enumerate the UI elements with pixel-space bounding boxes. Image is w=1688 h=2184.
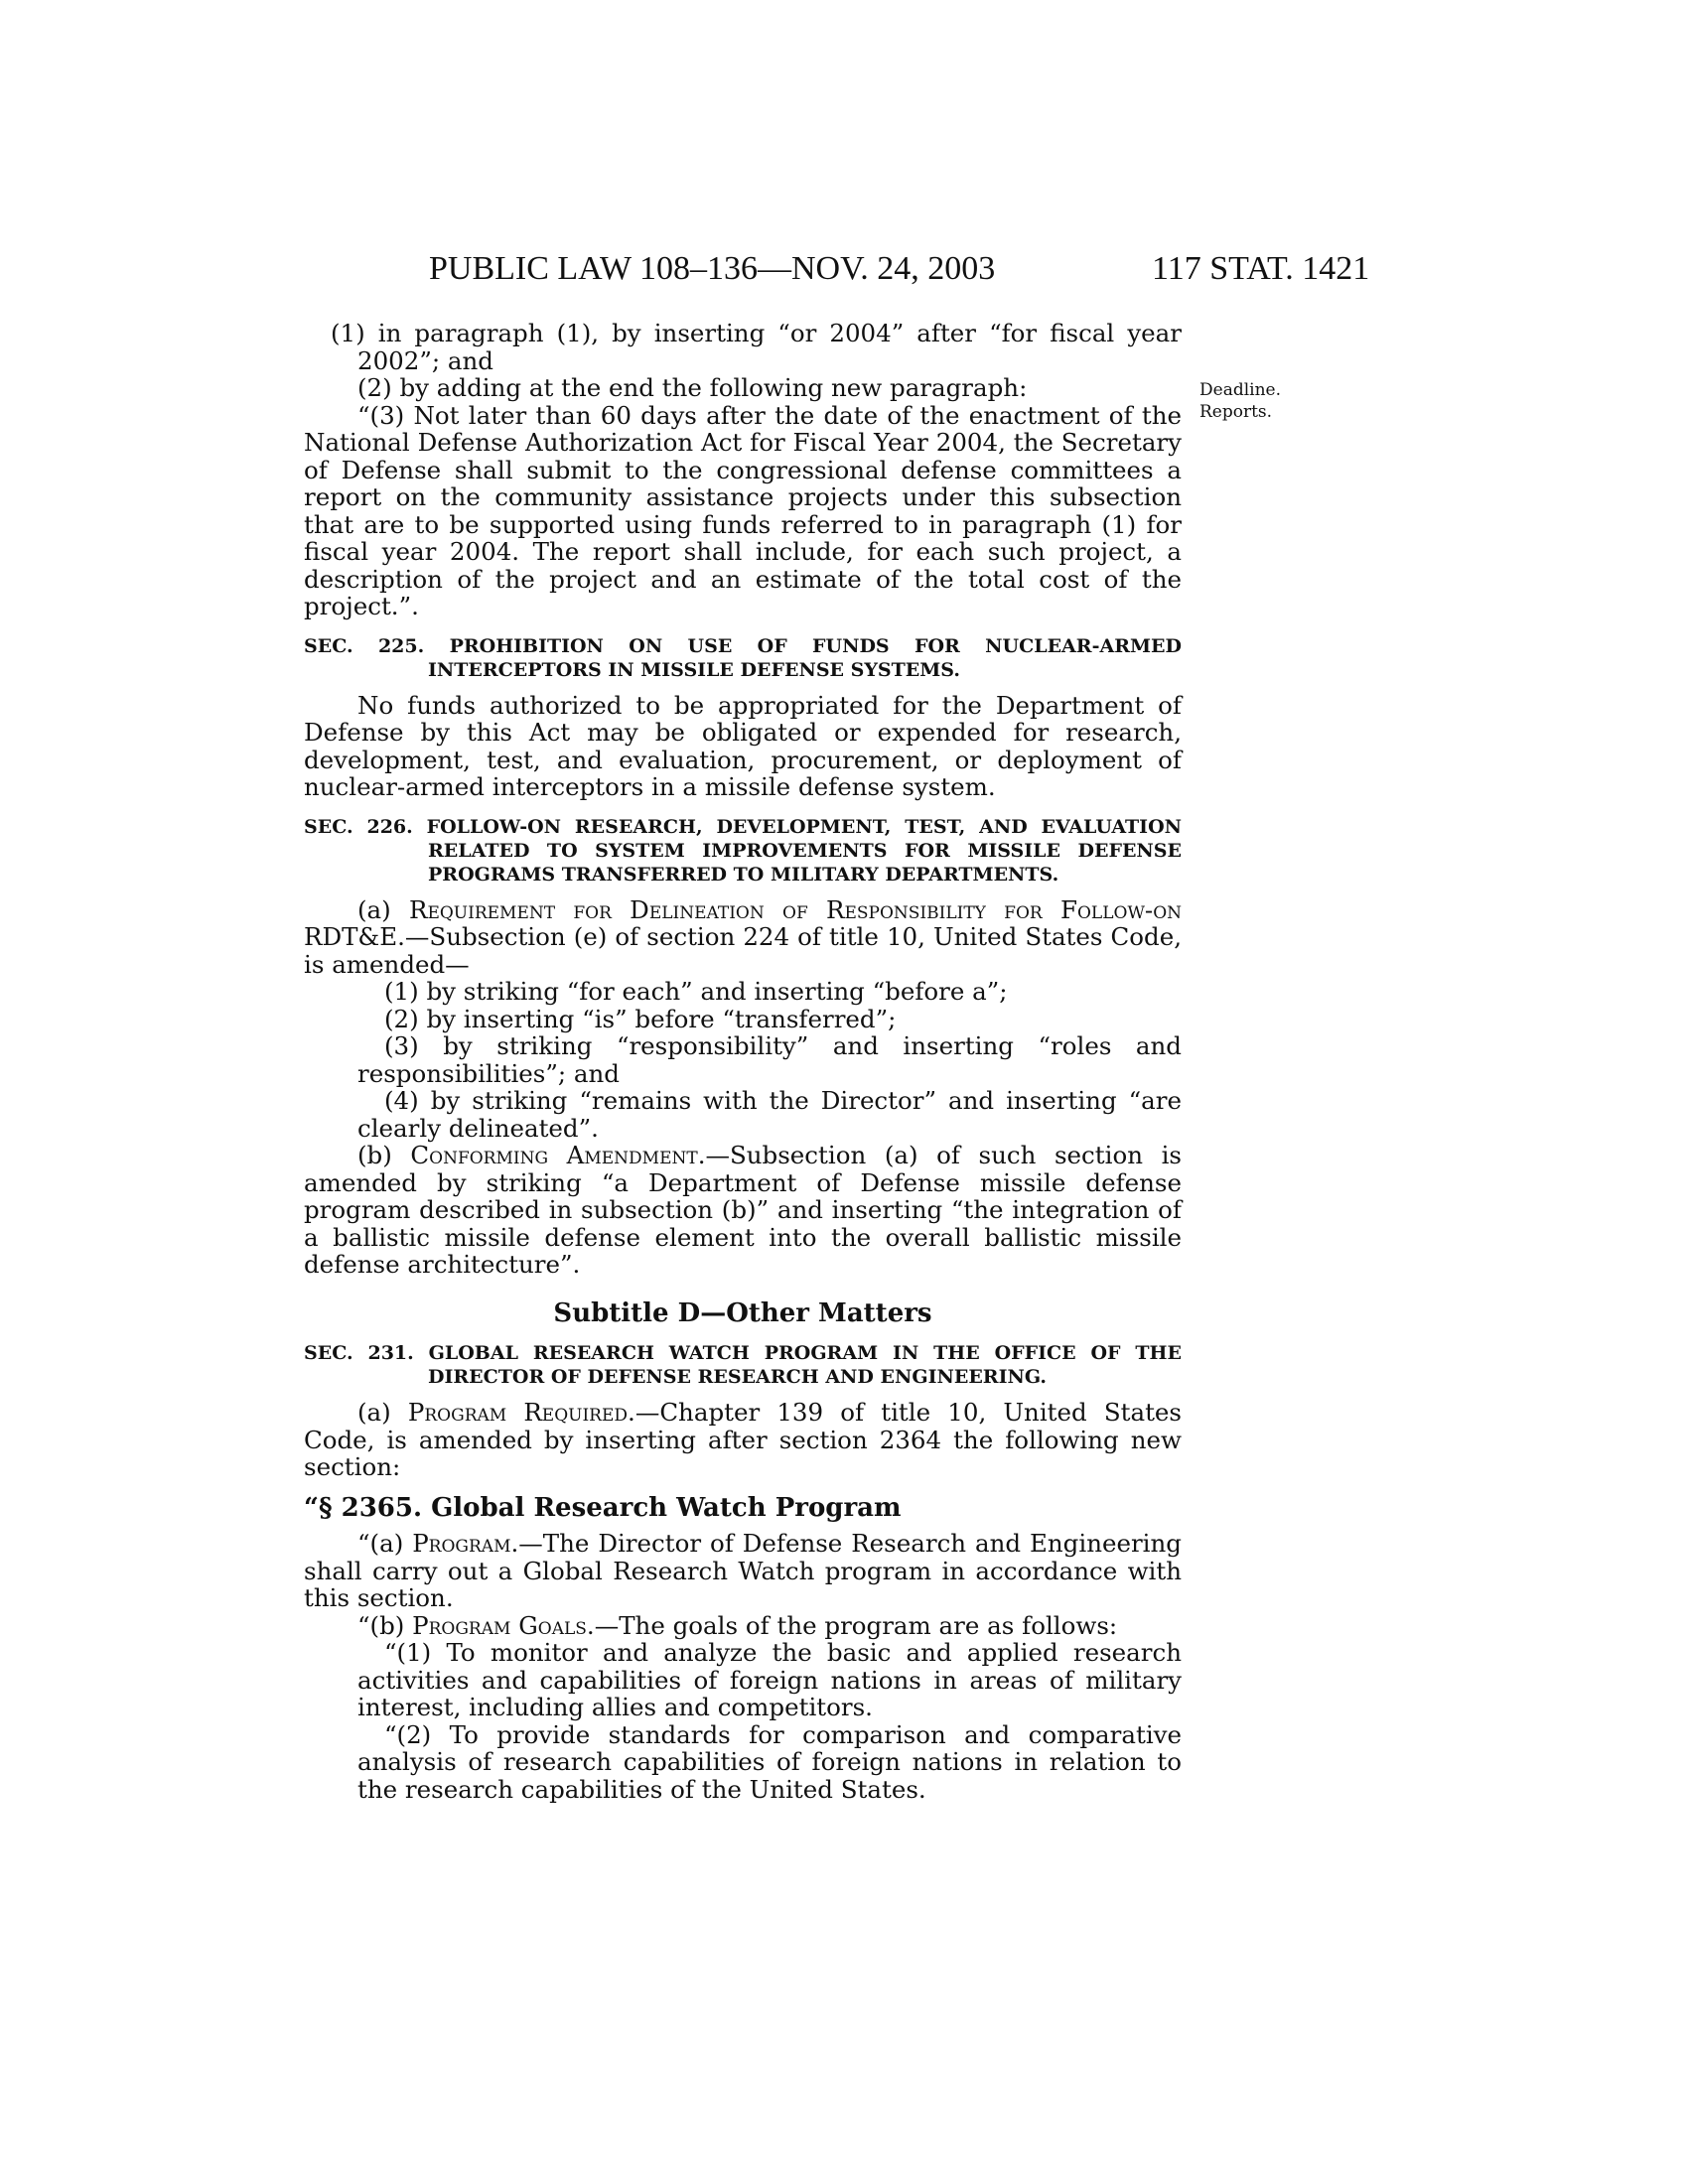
running-header-left: PUBLIC LAW 108–136—NOV. 24, 2003 [429, 250, 996, 287]
margin-note-reports: Reports. [1199, 402, 1273, 422]
section-2365-heading: “§ 2365. Global Research Watch Program [304, 1492, 902, 1523]
section-226-b-text: —Subsection (a) of such section is amended by striking “a Department of Defense missile defense program described in subsection (b)” and inserting “the integration of a ballistic missile defense element into the overall ballistic missile defense architecture”. [304, 1141, 1182, 1279]
section-226-b-label: (b) [357, 1141, 411, 1169]
section-226-a-4: (4) by striking “remains with the Director” and inserting “are clearly delineated”. [357, 1086, 1182, 1143]
section-2365-b-2: “(2) To provide standards for comparison and comparative analysis of research capabilities of foreign nations in relation to the research capabilities of the United States. [357, 1719, 1182, 1804]
margin-notes [1199, 379, 1281, 423]
section-226-a-caption: Requirement for Delineation of Responsibility for Follow-on RDT&E. [304, 894, 1183, 951]
running-header-right: 117 STAT. 1421 [1152, 250, 1370, 287]
section-2365-b-label: “(b) [357, 1610, 413, 1640]
section-231-a [304, 1399, 1182, 1481]
page-body [304, 320, 1182, 1803]
section-2365-b [304, 1612, 1182, 1640]
subtitle-d-heading: Subtitle D—Other Matters [553, 1297, 932, 1328]
section-226-a-1: (1) by striking “for each” and inserting “before a”; [384, 977, 1008, 1006]
section-2365-a-caption: Program. [412, 1529, 519, 1558]
section-231-a-label: (a) [357, 1398, 408, 1427]
section-226-a-text: —Subsection (e) of section 224 of title 10, United States Code, is amended— [304, 922, 1182, 979]
section-2365-b-text: —The goals of the program are as follows: [594, 1610, 1118, 1640]
paragraph-amendment-2: (2) by adding at the end the following new paragraph: [357, 373, 1028, 402]
section-231-a-text: —Chapter 139 of title 10, United States Code, is amended by inserting after section 2364 the following new section: [304, 1398, 1182, 1481]
section-226-a [304, 896, 1182, 979]
section-2365-a-label: “(a) [357, 1529, 413, 1558]
section-231-a-caption: Program Required. [407, 1398, 635, 1427]
section-225-text: No funds authorized to be appropriated for the Department of Defense by this Act may be obligated or expended for research, development, test, and evaluation, procurement, or deployment of nuclear-armed interceptors in a missile defense system. [304, 690, 1182, 801]
paragraph-new-3: “(3) Not later than 60 days after the date of the enactment of the National Defense Authorization Act for Fiscal Year 2004, the Secretary of Defense shall submit to the congressional defense committees a report on the community assistance projects under this subsection that are to be supported using funds referred to in paragraph (1) for fiscal year 2004. The report shall include, for each such project, a description of the project and an estimate of the total cost of the project.”. [304, 400, 1182, 620]
section-226-b [304, 1142, 1182, 1279]
section-225-heading: SEC. 225. PROHIBITION ON USE OF FUNDS FOR NUCLEAR-ARMED INTERCEPTORS IN MISSILE DEFENSE SYSTEMS. [304, 634, 1182, 681]
section-226-a-label: (a) [357, 894, 410, 924]
margin-note-deadline: Deadline. [1199, 380, 1281, 400]
section-226-b-caption: Conforming Amendment. [410, 1141, 706, 1169]
paragraph-amendment-1: (1) in paragraph (1), by inserting “or 2004” after “for fiscal year 2002”; and [331, 319, 1182, 375]
section-2365-a [304, 1530, 1182, 1612]
section-2365-a-text: —The Director of Defense Research and Engineering shall carry out a Global Research Watch program in accordance with this section. [304, 1529, 1182, 1612]
section-226-heading: SEC. 226. FOLLOW-ON RESEARCH, DEVELOPMENT, TEST, AND EVALUATION RELATED TO SYSTEM IMPROVEMENTS FOR MISSILE DEFENSE PROGRAMS TRANSFERRED TO MILITARY DEPARTMENTS. [304, 815, 1182, 886]
section-226-a-2: (2) by inserting “is” before “transferred”; [384, 1004, 897, 1033]
section-226-a-3: (3) by striking “responsibility” and inserting “roles and responsibilities”; and [357, 1031, 1182, 1088]
section-231-heading: SEC. 231. GLOBAL RESEARCH WATCH PROGRAM IN THE OFFICE OF THE DIRECTOR OF DEFENSE RESEARCH AND ENGINEERING. [304, 1342, 1182, 1388]
section-2365-b-caption: Program Goals. [412, 1610, 595, 1640]
section-2365-b-1: “(1) To monitor and analyze the basic and applied research activities and capabilities of foreign nations in areas of military interest, including allies and competitors. [357, 1638, 1182, 1721]
